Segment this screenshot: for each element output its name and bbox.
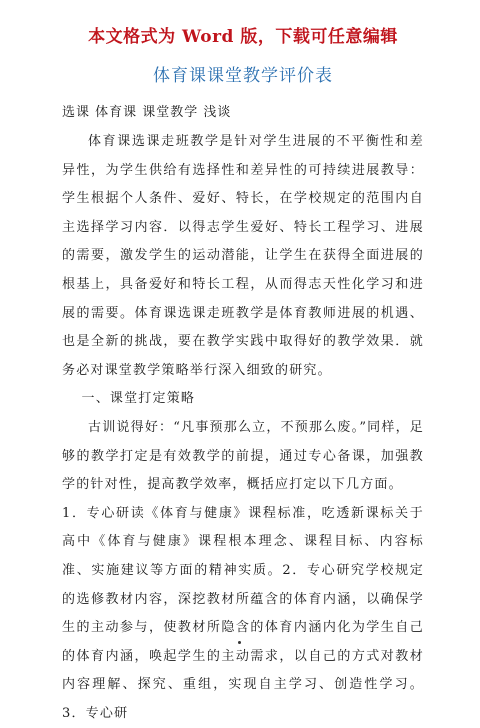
document-body [62,128,424,728]
section-paragraph: 古训说得好：“凡事预那么立，不预那么废。”同样，足够的教学打定是有效教学的前提，通过专心备课，加强教学的针对性，提高教学效率，概括应打定以下几方面。 [62,419,424,493]
section-heading: 一、课堂打定策略 [81,391,196,407]
intro-paragraph: 体育课选课走班教学是针对学生进展的不平衡性和差异性，为学生供给有选择性和差异性的可持续进展教导：学生根据个人条件、爱好、特长，在学校规定的范围内自主选择学习内容．以得志学生爱好、特长工程学习、进展的需要，激发学生的运动潜能，让学生在获得全面进展的根基上，具备爱好和特长工程，从而得志天性化学习和进展的需要。体育课选课走班教学是体育教师进展的机遇、也是全新的挑战，要在教学实践中取得好的教学效果．就务必对课堂教学策略举行深入细致的研究。 [62,134,424,378]
keywords-line: 选课 体育课 课堂教学 浅谈 [62,105,232,120]
page-number-mark [238,641,241,644]
page-title: 体育课课堂教学评价表 [153,66,333,86]
section-paragraph-continued: 1．专心研读《体育与健康》课程标准，吃透新课标关于高中《体育与健康》课程根本理念、课程目标、内容标准、实施建议等方面的精神实质。2．专心研究学校规定的选修教材内容，深挖教材所蕴含的体育内涵，以确保学生的主动参与，使教材所隐含的体育内涵内化为学生自己的体育内涵，唤起学生的主动需求，以自己的方式对教材内容理解、探究、重组，实现自主学习、创造性学习。3．专心研 [62,505,424,721]
word-format-banner: 本文格式为 Word 版，下载可任意编辑 [88,27,398,47]
